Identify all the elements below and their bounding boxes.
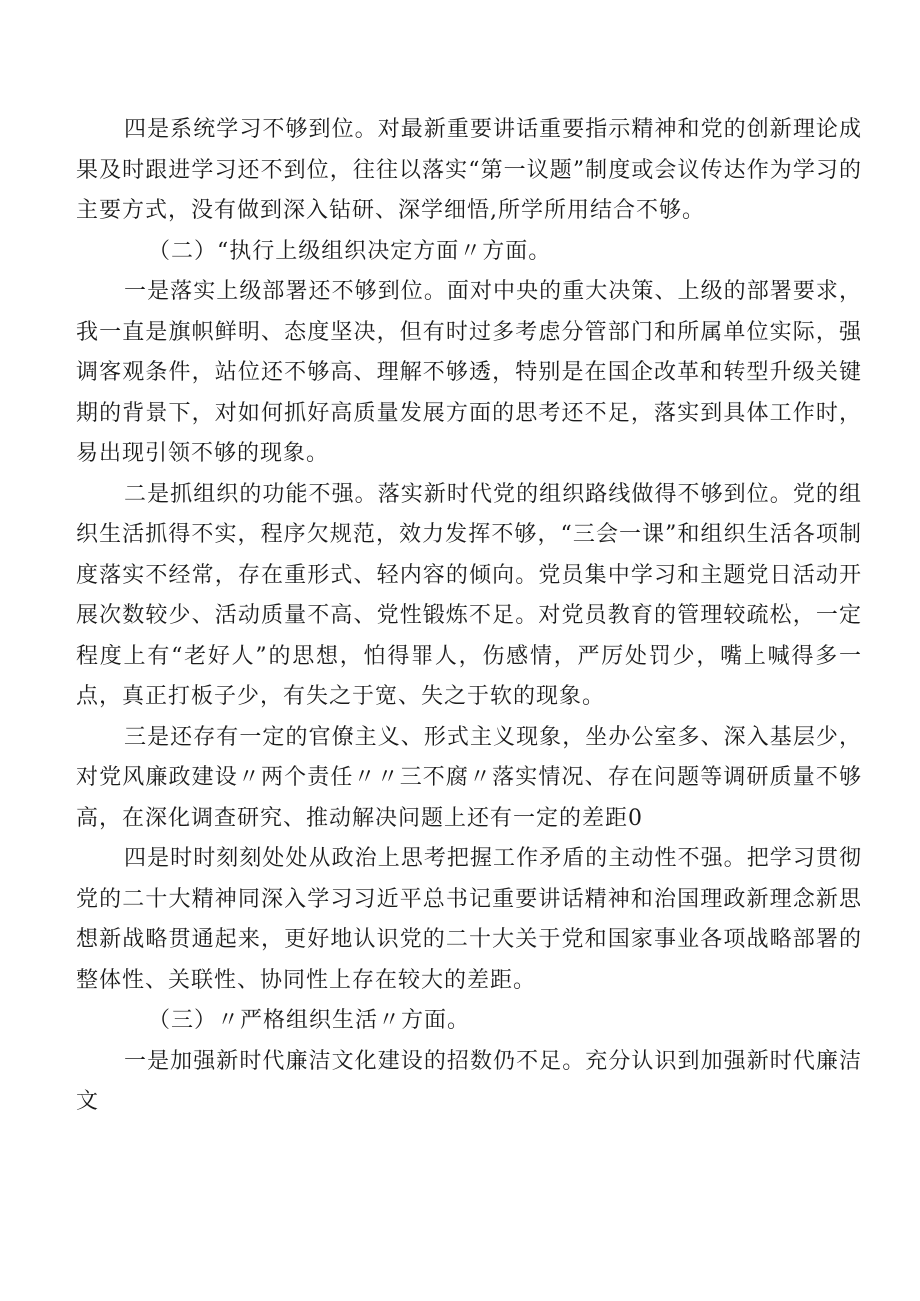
- document-body: [76, 110, 862, 1123]
- paragraph-integrity-culture: 一是加强新时代廉洁文化建设的招数仍不足。充分认识到加强新时代廉洁文: [76, 1048, 862, 1114]
- paragraph-bureaucratism: 三是还存有一定的官僚主义、形式主义现象，坐办公室多、深入基层少，对党风廉政建设〃两个责任〃〃三不腐〃落实情况、存在问题等调研质量不够高，在深化调查研究、推动解决问题上还有一定的差距0: [76, 724, 862, 831]
- paragraph-organization-function: 二是抓组织的功能不强。落实新时代党的组织路线做得不够到位。党的组织生活抓得不实，程序欠规范，效力发挥不够，“三会一课”和组织生活各项制度落实不经常，存在重形式、轻内容的倾向。党员集中学习和主题党日活动开展次数较少、活动质量不高、党性锻炼不足。对党员教育的管理较疏松，一定程度上有“老好人”的思想，怕得罪人，伤感情，严厉处罚少，嘴上喊得多一点，真正打板子少，有失之于宽、失之于软的现象。: [76, 481, 862, 709]
- paragraph-study-insufficient: 四是系统学习不够到位。对最新重要讲话重要指示精神和党的创新理论成果及时跟进学习还不到位，往往以落实“第一议题”制度或会议传达作为学习的主要方式，没有做到深入钻研、深学细悟,所学所用结合不够。: [76, 117, 862, 223]
- section-heading-three: （三）〃严格组织生活〃方面。: [148, 1008, 471, 1033]
- paragraph-political-thinking: 四是时时刻刻处处从政治上思考把握工作矛盾的主动性不强。把学习贯彻党的二十大精神同深入学习习近平总书记重要讲话精神和治国理政新理念新思想新战略贯通起来，更好地认识党的二十大关于党和国家事业各项战略部署的整体性、关联性、协同性上存在较大的差距。: [76, 846, 862, 993]
- paragraph-implementation: 一是落实上级部署还不够到位。面对中央的重大决策、上级的部署要求，我一直是旗帜鲜明、态度坚决，但有时过多考虑分管部门和所属单位实际，强调客观条件，站位还不够高、理解不够透，特别是在国企改革和转型升级关键期的背景下，对如何抓好高质量发展方面的思考还不足，落实到具体工作时，易出现引领不够的现象。: [76, 279, 862, 466]
- section-heading-two: （二）“执行上级组织决定方面〃方面。: [148, 238, 552, 264]
